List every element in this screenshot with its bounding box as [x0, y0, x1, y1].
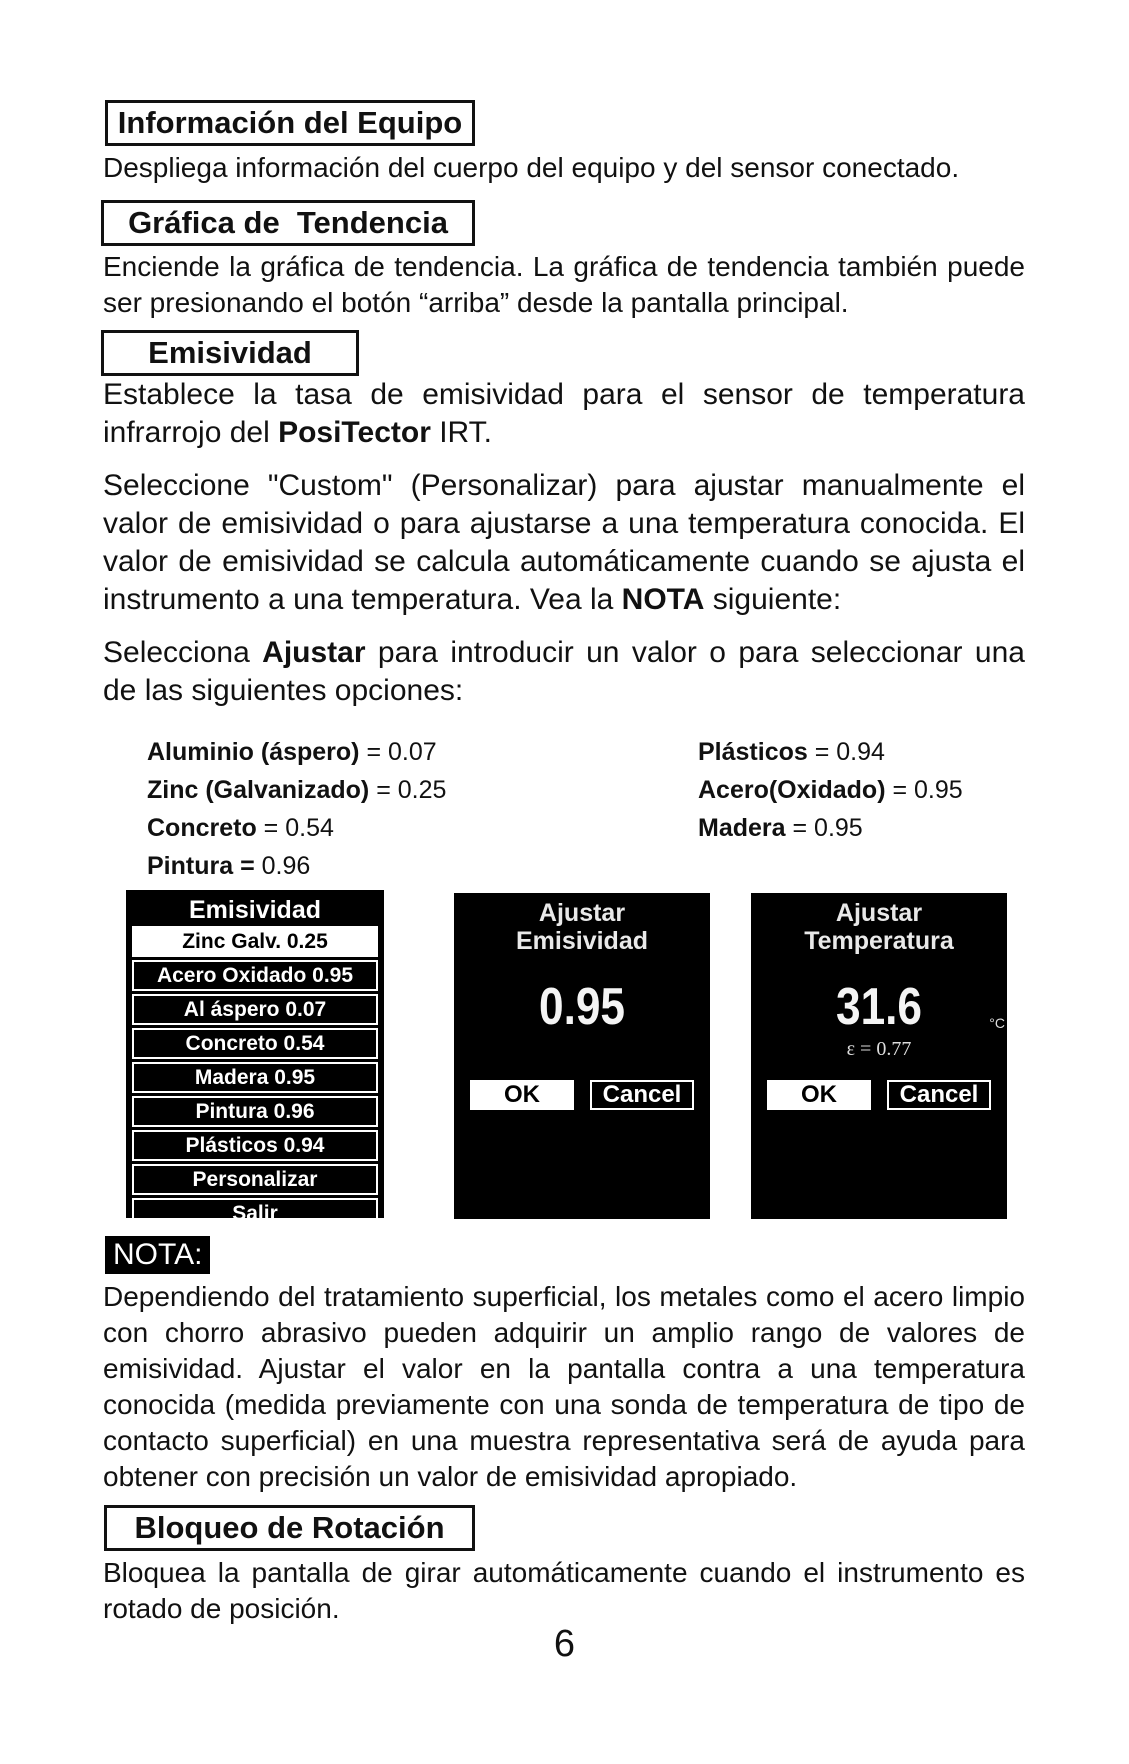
- material-value: = 0.25: [369, 776, 447, 804]
- adjust-temperature-title-line2: Temperatura: [804, 927, 954, 955]
- emissivity-p3-ajustar: Ajustar: [262, 636, 366, 669]
- emissivity-paragraph-2: [103, 467, 1025, 619]
- adjust-temperature-title-line1: Ajustar: [835, 899, 923, 927]
- adjust-emissivity-title-line2: Emisividad: [516, 927, 648, 955]
- material-value: 0.96: [254, 852, 311, 880]
- emissivity-paragraph-3: [103, 634, 1025, 710]
- heading-rotation: Bloqueo de Rotación: [104, 1505, 475, 1551]
- adjust-emissivity-title: [454, 899, 710, 955]
- menu-item-plasticos[interactable]: Plásticos 0.94: [132, 1130, 378, 1161]
- menu-item-pintura[interactable]: Pintura 0.96: [132, 1096, 378, 1127]
- adjust-temperature-screen: [751, 893, 1007, 1219]
- menu-item-personalizar[interactable]: Personalizar: [132, 1164, 378, 1195]
- material-name: Zinc (Galvanizado): [147, 776, 370, 804]
- heading-trend: Gráfica de Tendencia: [101, 200, 475, 246]
- emissivity-p2-nota: NOTA: [621, 583, 705, 616]
- material-value: = 0.94: [807, 738, 885, 766]
- menu-item-concreto[interactable]: Concreto 0.54: [132, 1028, 378, 1059]
- note-text: Dependiendo del tratamiento superficial, los metales como el acero limpio con chorro abrasivo pueden adquirir un amplio rango de valores de emisividad. Ajustar el valor en la pantalla contra a una temperatura conocida (medida previamente con una sonda de temperatura de tipo de contacto superficial) en una muestra representativa será de ayuda para obtener con precisión un valor de emisividad apropiado.: [103, 1281, 1025, 1492]
- ok-button[interactable]: OK: [767, 1080, 871, 1110]
- material-name: Plásticos: [698, 738, 808, 766]
- temperature-unit: °C: [989, 1015, 1005, 1031]
- material-row: [698, 733, 963, 771]
- emissivity-p1-brand: PosiTector: [278, 416, 431, 449]
- rotation-text: Bloquea la pantalla de girar automáticamente cuando el instrumento es rotado de posición.: [103, 1557, 1025, 1624]
- temperature-value: 31.6: [835, 978, 923, 1036]
- emissivity-p1-text-a: Establece la tasa de emisividad para el sensor de temperatura infrarrojo del: [103, 378, 1025, 449]
- cancel-button[interactable]: Cancel: [887, 1080, 991, 1110]
- info-text: Despliega información del cuerpo del equipo y del sensor conectado.: [103, 152, 960, 183]
- cancel-button[interactable]: Cancel: [590, 1080, 694, 1110]
- adjust-emissivity-screen: [454, 893, 710, 1219]
- material-value: = 0.54: [256, 814, 334, 842]
- materials-right-column: [698, 733, 963, 847]
- material-name: Aluminio (áspero): [147, 738, 360, 766]
- emissivity-p3-text-c: para introducir un valor o para seleccionar una de las siguientes opciones:: [103, 636, 1025, 707]
- material-name: Pintura =: [147, 852, 255, 880]
- heading-info: Información del Equipo: [105, 100, 475, 146]
- menu-item-acero[interactable]: Acero Oxidado 0.95: [132, 960, 378, 991]
- emissivity-p1-text-c: IRT.: [430, 416, 493, 449]
- emissivity-readout: ε = 0.77: [846, 1038, 912, 1060]
- material-row: [147, 809, 446, 847]
- materials-left-column: [147, 733, 446, 885]
- note-label: NOTA:: [105, 1236, 210, 1274]
- emissivity-p3-text-a: Selecciona: [103, 636, 263, 669]
- material-row: [147, 847, 446, 885]
- menu-item-aluminio[interactable]: Al áspero 0.07: [132, 994, 378, 1025]
- menu-item-salir[interactable]: Salir: [132, 1198, 378, 1229]
- material-row: [698, 809, 963, 847]
- page-number: 6: [553, 1623, 576, 1665]
- material-value: = 0.07: [359, 738, 437, 766]
- trend-text: Enciende la gráfica de tendencia. La gráfica de tendencia también puede ser presionando el botón “arriba” desde la pantalla principal.: [103, 251, 1025, 318]
- material-row: [698, 771, 963, 809]
- emissivity-p2-text-c: siguiente:: [704, 583, 842, 616]
- material-name: Madera: [698, 814, 786, 842]
- material-value: = 0.95: [785, 814, 863, 842]
- material-name: Concreto: [147, 814, 257, 842]
- emissivity-p2-text-a: Seleccione "Custom" (Personalizar) para ajustar manualmente el valor de emisividad o para ajustarse a una temperatura conocida. El valor de emisividad se calcula automáticamente cuando se ajusta el instrumento a una temperatura. Vea la: [103, 469, 1025, 616]
- adjust-emissivity-title-line1: Ajustar: [538, 899, 626, 927]
- material-row: [147, 733, 446, 771]
- menu-item-zinc[interactable]: Zinc Galv. 0.25: [132, 926, 378, 957]
- material-name: Acero(Oxidado): [698, 776, 886, 804]
- menu-title: Emisividad: [189, 896, 321, 924]
- ok-button[interactable]: OK: [470, 1080, 574, 1110]
- material-value: = 0.95: [885, 776, 963, 804]
- heading-emissivity: Emisividad: [101, 330, 359, 376]
- adjust-temperature-title: [751, 899, 1007, 955]
- menu-list: [132, 926, 378, 1229]
- emissivity-paragraph-1: [103, 376, 1025, 452]
- menu-item-madera[interactable]: Madera 0.95: [132, 1062, 378, 1093]
- adjust-emissivity-buttons: [470, 1080, 694, 1110]
- emissivity-menu-screen: [126, 890, 384, 1225]
- material-row: [147, 771, 446, 809]
- emissivity-value: 0.95: [538, 978, 626, 1036]
- adjust-temperature-buttons: [767, 1080, 991, 1110]
